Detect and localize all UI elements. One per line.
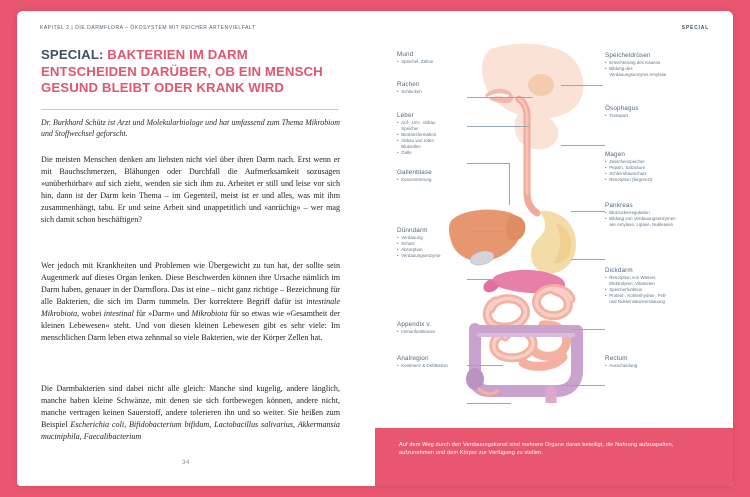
- folio-left: 34: [182, 459, 190, 466]
- standfirst-paragraph: Dr. Burkhard Schütz ist Arzt und Molekularbiologe und hat umfassend zum Thema Mikrobiom und Stoffwechsel geforscht.: [41, 118, 340, 139]
- label-item: Verdauungsenzyms Amylase: [609, 72, 667, 78]
- leader-line-leber: [467, 163, 509, 164]
- leader-line-oesophagus: [561, 145, 605, 146]
- label-title-oesophagus: Ösophagus: [605, 105, 639, 112]
- label-title-analregion: Analregion: [397, 355, 429, 362]
- label-item: wie Amylase, Lipase, Nukleasen: [609, 222, 674, 228]
- label-item: • Verdauung: [397, 235, 463, 241]
- label-block-dickdarm: [605, 267, 709, 305]
- label-item: • Erleichterung des Kauens: [605, 60, 705, 66]
- digestive-system-figure: [375, 11, 733, 431]
- label-items-magen: [605, 159, 705, 183]
- leader-line-mund: [467, 97, 533, 98]
- left-page: [17, 11, 375, 486]
- label-item: • Blutzuckerregulation: [605, 210, 709, 216]
- par3-part-a: Die Darmbakterien sind dabei nicht alle gleich: Manche sind kugelig, andere länglich, manche haben kleine Schwänze, mit denen sie sich fortbewegen können, andere nicht, manche vertragen keinen Sauerstoff, andere tolerieren ihn und so weiter. Sie heißen zum Beispiel: [41, 384, 340, 430]
- label-item: • Abbau von roten: [397, 138, 463, 144]
- liver-lobe-shape: [506, 215, 525, 241]
- label-item: • Resorption von Wasser,: [605, 275, 709, 281]
- label-item: • Immunfunktionen: [397, 329, 467, 335]
- label-items-appendix: [397, 329, 467, 335]
- label-item: • Absorption: [397, 247, 463, 253]
- label-item: • Speicherfunktion: [605, 287, 709, 293]
- label-item: • Bildung von Verdauungsenzymen: [605, 216, 709, 222]
- label-item: Speicher: [401, 126, 419, 132]
- label-item: • Resorption (begrenzt): [605, 177, 705, 183]
- page-sheet: [17, 11, 733, 486]
- label-items-speicheldruesen: [605, 60, 705, 78]
- figure-caption-panel: [375, 428, 733, 486]
- leader-line-speicheldruesen: [561, 85, 603, 86]
- headline-divider: [41, 109, 339, 110]
- label-item: • Schleimhautschutz: [605, 171, 705, 177]
- label-title-mund: Mund: [397, 51, 414, 58]
- running-head-right: SPECIAL: [681, 25, 709, 31]
- label-item: • Schlucken: [397, 89, 463, 95]
- label-title-gallenblase: Gallenblase: [397, 169, 432, 176]
- label-item: • Bildung des: [605, 66, 705, 72]
- label-block-gallenblase: [397, 169, 463, 183]
- label-items-duenndarm: [397, 235, 463, 259]
- label-items-pankreas: [605, 210, 709, 228]
- label-block-duenndarm: [397, 227, 463, 259]
- label-items-oesophagus: [605, 113, 705, 119]
- par2-part-b: , wobei: [77, 309, 104, 319]
- leader-line-magen: [571, 211, 605, 212]
- leader-line-duenndarm: [467, 279, 503, 280]
- leader-line-leber-vertical: [509, 163, 510, 205]
- label-item: • Zwischenspeicher: [605, 159, 705, 165]
- label-block-oesophagus: [605, 105, 705, 119]
- label-block-speicheldruesen: [605, 52, 705, 78]
- upper-torso-shape: [515, 113, 559, 150]
- label-title-rectum: Rectum: [605, 355, 628, 362]
- label-title-rachen: Rachen: [397, 81, 420, 88]
- leader-line-rectum: [561, 385, 605, 386]
- par2-part-a: Wer jedoch mit Krankheiten und Problemen wie Übergewicht zu tun hat, der sollte sein Augenmerk auf dieses Organ lenken. Diese Beschwerden können ihre Ursache nämlich im Darm haben, genauer in der Darmflora. Das ist eine – nicht ganz richtige – Bezeichnung für alle Bakterien, die sich im Darm tummeln. Der korrektere Begriff dafür ist: [41, 261, 340, 307]
- label-title-dickdarm: Dickdarm: [605, 267, 633, 274]
- right-page: [375, 11, 733, 486]
- headline-lead: SPECIAL:: [41, 47, 104, 62]
- label-block-magen: [605, 151, 705, 183]
- label-block-leber: [397, 112, 463, 156]
- label-title-pankreas: Pankreas: [605, 202, 633, 209]
- label-items-dickdarm: [605, 275, 709, 305]
- label-title-magen: Magen: [605, 151, 626, 158]
- label-block-appendix: [397, 321, 467, 335]
- leader-line-gallenblase: [467, 231, 507, 232]
- salivary-gland-shape: [528, 74, 554, 96]
- label-block-analregion: [397, 355, 471, 369]
- label-items-rectum: [605, 363, 705, 369]
- label-block-rachen: [397, 81, 463, 95]
- par2-italic-2: intestinal: [103, 309, 134, 319]
- label-item: • Speichel, Zähne: [397, 59, 463, 65]
- label-block-mund: [397, 51, 463, 65]
- label-item: Blutzellen: [401, 144, 421, 150]
- par2-part-c: für »Darm« und: [133, 309, 192, 319]
- par2-italic-3: Mikrobiota: [191, 309, 228, 319]
- label-item: • Konzentrierung: [397, 177, 463, 183]
- par2-part-d: für so etwas wie »Gesamtheit der kleinen Lebewesen« steht. Und von diesen kleinen Lebewesen gibt es sehr viele: Im menschlichen Darm leben etwa zehnmal so viele Bakterien, wie der Körper Zellen hat.: [41, 309, 340, 343]
- leader-line-rachen: [467, 126, 529, 127]
- label-items-analregion: [397, 363, 471, 369]
- label-item: • Galle: [397, 150, 463, 156]
- label-item: • Schutz: [397, 241, 463, 247]
- leader-line-analregion: [467, 403, 511, 404]
- label-item: • Kontinenz & Defäkation: [397, 363, 471, 369]
- label-item: Elektrolyten, Vitaminen: [609, 281, 655, 287]
- label-items-leber: [397, 120, 463, 156]
- leader-line-dickdarm: [571, 329, 605, 330]
- label-item: • Biotransformation: [397, 132, 463, 138]
- cecum-shape: [466, 368, 484, 390]
- label-item: • Verdauungsenzyme: [397, 253, 463, 259]
- body-paragraph-2: [41, 260, 340, 344]
- leader-line-pankreas: [571, 259, 605, 260]
- body-paragraph-3: [41, 383, 340, 443]
- headline-rest: BAKTERIEN IM DARM ENTSCHEIDEN DARÜBER, OB EIN MENSCH GESUND BLEIBT ODER KRANK WIRD: [41, 47, 323, 96]
- leader-line-appendix: [467, 365, 503, 366]
- label-title-appendix: Appendix v.: [397, 321, 432, 328]
- label-item: • Pepsin, Salzsäure: [605, 165, 705, 171]
- par2-italic-1: intestinale Mikrobiota: [41, 297, 340, 319]
- label-item: • Protein-, Kohlenhydrat-, Fett-: [605, 293, 709, 299]
- label-title-speicheldruesen: Speicheldrüsen: [605, 52, 651, 59]
- label-item: • Auf-, Um-, Abbau: [397, 120, 463, 126]
- label-block-rectum: [605, 355, 705, 369]
- label-item: und Nukleinsäureverdauung: [609, 299, 666, 305]
- figure-caption-text: Auf dem Weg durch den Verdauungskanal sind mehrere Organe daran beteiligt, die Nahrung aufzuspalten, aufzunehmen und dem Körper zur Verfügung zu stellen.: [399, 442, 674, 457]
- page-headline: [41, 47, 341, 97]
- label-block-pankreas: [605, 202, 709, 228]
- label-title-duenndarm: Dünndarm: [397, 227, 428, 234]
- label-item: • Ausscheidung: [605, 363, 705, 369]
- body-paragraph-1: Die meisten Menschen denken am liebsten nicht viel über ihren Darm nach. Erst wenn er mit Bauchschmerzen, Blähungen oder Durchfall die Aufmerksamkeit sozusagen »unüberhörbar« auf sich zieht, wenden sie sich ihm zu. Arbeitet er still und leise vor sich hin, dann ist der Darm kein Thema – im Gegenteil, meist ist er und alles, was mit ihm zusammenhängt, tabu. Er und seine Arbeit sind unappetitlich und »anrüchig« – wer mag sich damit schon beschäftigen?: [41, 155, 340, 225]
- label-items-mund: [397, 59, 463, 65]
- label-items-rachen: [397, 89, 463, 95]
- label-title-leber: Leber: [397, 112, 414, 119]
- par3-italic: Escherichia coli, Bifidobacterium bifidum, Lactobacillus salivarius, Akkermansia muciniphila, Faecalibacterium: [41, 420, 340, 442]
- label-items-gallenblase: [397, 177, 463, 183]
- label-item: • Transport: [605, 113, 705, 119]
- running-head-left: KAPITEL 2 | DIE DARMFLORA – ÖKOSYSTEM MIT REICHER ARTENVIELFALT: [40, 25, 256, 31]
